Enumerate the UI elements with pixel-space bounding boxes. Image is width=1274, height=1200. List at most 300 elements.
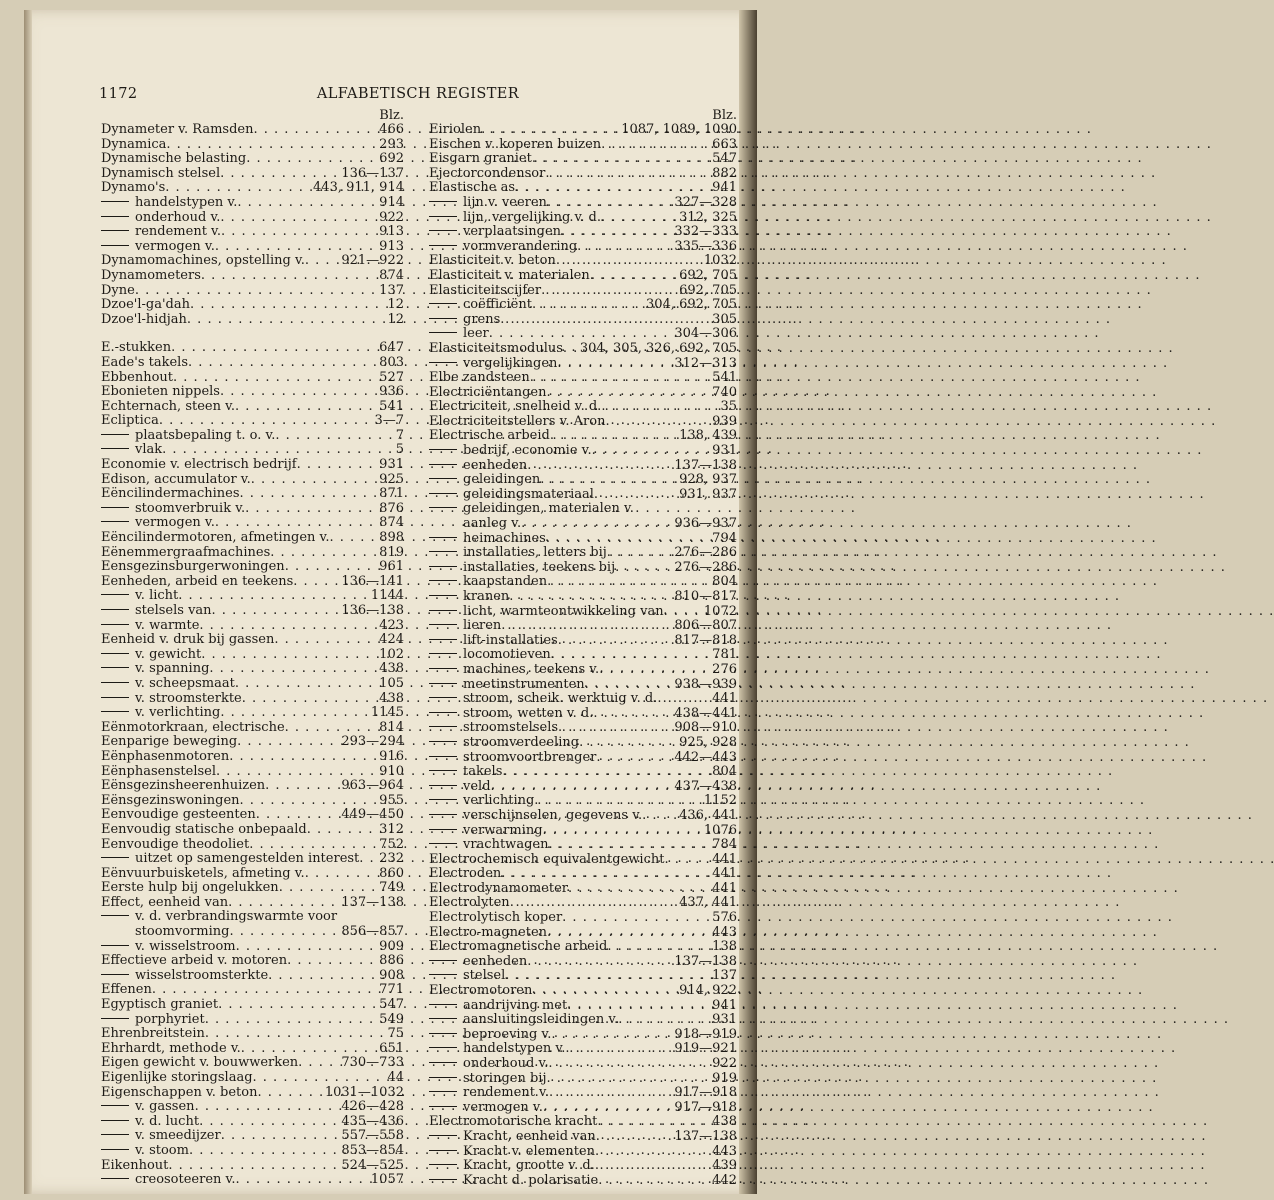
entry-page-numbers: 853—854 — [341, 1142, 404, 1158]
leader-dots — [305, 254, 338, 269]
index-entry — [101, 867, 404, 882]
repeat-dash — [429, 1091, 457, 1092]
entry-page-numbers: 914, 922 — [679, 983, 737, 999]
index-entry — [429, 561, 737, 576]
entry-term: Dynamometers — [101, 267, 201, 283]
entry-term: v. stroomsterkte — [135, 690, 242, 706]
entry-page-numbers: 730—733 — [341, 1055, 404, 1071]
index-entry — [101, 546, 404, 561]
entry-term: stoomvorming — [135, 924, 230, 940]
index-entry — [429, 1057, 737, 1072]
entry-term: Eenvoudige gesteenten — [101, 807, 256, 823]
leader-dots — [253, 123, 376, 138]
entry-term: geleidingsmateriaal — [463, 486, 594, 502]
entry-page-numbers: 12 — [387, 297, 404, 313]
index-entry — [101, 940, 404, 955]
index-entry — [101, 1115, 404, 1130]
entry-term: v. warmte — [135, 617, 200, 633]
leader-dots — [201, 269, 376, 284]
index-entry — [101, 1056, 404, 1071]
leader-dots — [592, 444, 710, 459]
entry-term: Dynamische belasting — [101, 151, 247, 167]
entry-term: leer — [463, 326, 489, 342]
entry-term: v. smeedijzer — [135, 1128, 221, 1144]
repeat-dash — [101, 974, 129, 975]
index-entry — [101, 487, 404, 502]
leader-dots — [246, 152, 376, 167]
index-entry — [429, 1159, 737, 1174]
repeat-dash — [429, 230, 457, 231]
entry-page-numbers: 803 — [379, 354, 404, 370]
index-entry — [429, 751, 737, 766]
entry-page-numbers: 442 — [712, 1172, 737, 1188]
entry-page-numbers: 806—807 — [674, 618, 737, 634]
entry-term: Ejectorcondensor — [429, 165, 546, 181]
index-entry — [429, 240, 737, 255]
entry-term: meetinstrumenten — [463, 676, 585, 692]
leader-dots — [215, 516, 376, 531]
entry-term: lieren — [463, 618, 502, 634]
entry-page-numbers: 1145 — [370, 705, 404, 721]
entry-term: Eensgezinsburgerwoningen — [101, 559, 285, 575]
repeat-dash — [101, 653, 129, 654]
index-entry — [429, 940, 737, 955]
index-entry — [429, 167, 737, 182]
index-entry — [101, 196, 404, 211]
leader-dots — [235, 677, 376, 692]
entry-term: beproeving v. — [463, 1026, 552, 1042]
entry-page-numbers: 913 — [379, 224, 404, 240]
leader-dots — [521, 517, 671, 532]
entry-page-numbers: 810—817 — [674, 589, 737, 604]
entry-page-numbers: 137—138 — [341, 894, 404, 910]
entry-page-numbers: 75 — [387, 1026, 404, 1042]
leader-dots — [237, 735, 338, 750]
entry-term: machines, teekens v. — [463, 661, 600, 677]
repeat-dash — [429, 610, 457, 611]
index-entry — [429, 196, 737, 211]
entry-page-numbers: 919 — [712, 1070, 737, 1086]
leader-dots — [220, 706, 368, 721]
repeat-dash — [429, 785, 457, 786]
entry-term: eenheden — [463, 457, 528, 473]
index-entry — [101, 414, 404, 429]
leader-dots — [551, 648, 709, 663]
entry-page-numbers: 438 — [712, 1114, 737, 1130]
entry-page-numbers: 814 — [379, 719, 404, 735]
index-entry — [101, 531, 404, 546]
leader-dots — [221, 225, 376, 240]
leader-dots — [605, 415, 709, 430]
entry-term: Kracht, grootte v. d. — [463, 1158, 595, 1174]
leader-dots — [205, 1027, 385, 1042]
leader-dots — [556, 254, 701, 269]
index-entry — [101, 341, 404, 356]
index-entry — [101, 443, 404, 458]
entry-term: Edison, accumulator v. — [101, 471, 251, 487]
index-entry — [101, 1086, 404, 1101]
entry-page-numbers: 547 — [712, 151, 737, 167]
entry-term: Effectieve arbeid v. motoren — [101, 953, 288, 969]
leader-dots — [491, 780, 672, 795]
leader-dots — [241, 1042, 376, 1057]
entry-page-numbers: 423 — [379, 617, 404, 633]
entry-page-numbers: 276—286 — [674, 559, 737, 575]
leader-dots — [275, 429, 392, 444]
index-entry — [429, 357, 737, 372]
entry-page-numbers: 443 — [712, 924, 737, 940]
entry-term: licht, warmteontwikkeling van — [463, 603, 664, 619]
entry-term: vlak — [135, 442, 163, 458]
leader-dots — [297, 458, 377, 473]
leader-dots — [221, 1129, 339, 1144]
entry-page-numbers: 871 — [379, 486, 404, 502]
leader-dots — [532, 298, 643, 313]
leader-dots — [543, 1101, 671, 1116]
entry-page-numbers: 860 — [379, 865, 404, 881]
column-heading-blz: Blz. — [712, 108, 737, 123]
entry-term: v. d. verbrandingswarmte voor — [135, 909, 338, 925]
repeat-dash — [429, 449, 457, 450]
entry-page-numbers: 931, 937 — [679, 486, 737, 502]
leader-dots — [270, 546, 376, 561]
entry-term: onderhoud v. — [463, 1056, 549, 1071]
index-entry — [101, 925, 404, 940]
entry-term: Eenvoudige theodoliet — [101, 836, 250, 852]
repeat-dash — [429, 829, 457, 830]
index-entry — [101, 313, 404, 328]
index-entries-right — [429, 123, 737, 1188]
entry-page-numbers: 931 — [712, 1012, 737, 1028]
entry-page-numbers: 941 — [712, 180, 737, 196]
repeat-dash — [101, 1018, 129, 1019]
entry-term: Eënmotorkraan, electrische — [101, 719, 285, 735]
entry-page-numbers: 327—328 — [674, 194, 737, 210]
entry-term: Dynamica — [101, 136, 167, 152]
entry-term: Electrolyten — [429, 895, 510, 911]
leader-dots — [178, 589, 368, 604]
index-entry — [429, 502, 737, 517]
leader-dots — [547, 926, 709, 941]
leader-dots — [532, 984, 676, 999]
entry-page-numbers: 1076 — [703, 822, 737, 838]
column-heading-blz: Blz. — [379, 108, 404, 123]
entry-term: Eischen v. koperen buizen — [429, 136, 602, 152]
entry-term: Dynamisch stelsel — [101, 165, 221, 181]
entry-page-numbers: 882 — [712, 165, 737, 181]
entry-page-numbers: 312 — [379, 821, 404, 837]
entry-term: Effect, eenheid van — [101, 894, 229, 910]
entry-term: Electrische arbeid — [429, 428, 550, 444]
index-entry — [101, 560, 404, 575]
entry-page-numbers: 917—918 — [674, 1099, 737, 1115]
entry-term: stroomstelsels — [463, 720, 559, 736]
entry-term: Ecliptica — [101, 413, 159, 429]
entry-page-numbers: 137—138 — [674, 953, 737, 969]
entry-term: Eisgarn graniet — [429, 151, 532, 167]
index-entry — [101, 1071, 404, 1086]
index-entry — [101, 604, 404, 619]
entry-term: geleidingen, materialen v. — [463, 501, 634, 517]
entry-term: Eenvoudig statische onbepaald — [101, 821, 307, 837]
leader-dots — [500, 313, 709, 328]
entry-page-numbers: 692, 705 — [679, 267, 737, 283]
entry-term: bedrijf, economie v. — [463, 443, 592, 459]
index-entry — [101, 779, 404, 794]
entry-page-numbers: 922 — [712, 1056, 737, 1071]
leader-dots — [173, 371, 376, 386]
entry-term: Eikenhout — [101, 1157, 169, 1173]
entry-term: lijn, vergelijking v. d. — [463, 209, 601, 225]
entry-page-numbers: 7 — [395, 427, 404, 443]
index-column-left — [101, 108, 404, 1188]
entry-page-numbers: 898 — [379, 530, 404, 546]
entry-term: v. verlichting — [135, 705, 221, 721]
index-entry — [101, 823, 404, 838]
entry-page-numbers: 138 — [712, 939, 737, 955]
leader-dots — [305, 867, 376, 882]
entry-term: Dzoe'l-ga'dah — [101, 297, 191, 313]
index-entry — [429, 867, 737, 882]
repeat-dash — [429, 318, 457, 319]
entry-page-numbers: 524—525 — [341, 1157, 404, 1173]
index-entry — [101, 1173, 404, 1188]
index-entry — [101, 969, 404, 984]
repeat-dash — [101, 609, 129, 610]
entry-page-numbers: 931 — [712, 443, 737, 459]
leader-dots — [199, 1115, 338, 1130]
index-entry — [429, 1072, 737, 1087]
entry-term: Electriciteitstellers v. Aron — [429, 413, 606, 429]
leader-dots — [199, 619, 376, 634]
entry-term: installaties, letters bij — [463, 545, 607, 561]
repeat-dash — [101, 697, 129, 698]
repeat-dash — [429, 537, 457, 538]
index-entry — [101, 400, 404, 415]
index-entry — [429, 809, 737, 824]
entry-term: Electrochemisch equivalentgewicht — [429, 851, 665, 867]
entry-term: stoomverbruik v. — [135, 500, 246, 516]
entry-term: Eënphasenstelsel — [101, 763, 217, 779]
entry-term: Dynamo's — [101, 180, 166, 196]
leader-dots — [285, 560, 376, 575]
entry-page-numbers: 936 — [379, 384, 404, 400]
entry-page-numbers: 1087, 1089, 1090 — [621, 122, 737, 137]
entry-page-numbers: 919—921 — [674, 1041, 737, 1057]
entry-term: Eerste hulp bij ongelukken — [101, 880, 279, 896]
entry-page-numbers: 936—937 — [674, 516, 737, 532]
entry-term: vermogen v. — [135, 238, 215, 254]
entry-term: Eënsgezinswoningen — [101, 792, 240, 808]
entry-page-numbers: 651 — [379, 1040, 404, 1056]
leader-dots — [527, 955, 671, 970]
leader-dots — [547, 575, 709, 590]
entry-term: Electromotorische kracht — [429, 1114, 598, 1130]
entry-page-numbers: 647 — [379, 340, 404, 356]
entry-term: Eigenschappen v. beton — [101, 1084, 258, 1100]
index-entry — [101, 502, 404, 517]
leader-dots — [547, 196, 671, 211]
leader-dots — [205, 1013, 376, 1028]
index-entry — [429, 896, 737, 911]
repeat-dash — [429, 580, 457, 581]
entry-page-numbers: 443, 911, 914 — [313, 180, 404, 196]
leader-dots — [245, 502, 376, 517]
index-entry — [101, 473, 404, 488]
entry-page-numbers: 692 — [379, 151, 404, 167]
entry-term: Eënsgezinsheerenhuizen — [101, 778, 266, 794]
repeat-dash — [429, 1004, 457, 1005]
entry-page-numbers: 804 — [712, 764, 737, 780]
index-entry — [101, 808, 404, 823]
repeat-dash — [429, 814, 457, 815]
index-entry — [101, 794, 404, 809]
leader-dots — [664, 853, 709, 868]
repeat-dash — [101, 1105, 129, 1106]
leader-dots — [152, 983, 376, 998]
leader-dots — [505, 969, 709, 984]
repeat-dash — [429, 464, 457, 465]
entry-term: Ebbenhout — [101, 369, 173, 385]
index-entry — [101, 677, 404, 692]
leader-dots — [607, 940, 709, 955]
index-entry — [101, 692, 404, 707]
entry-term: kranen — [463, 589, 510, 604]
entry-page-numbers: 332—333 — [674, 224, 737, 240]
entry-page-numbers: 939 — [712, 413, 737, 429]
repeat-dash — [429, 639, 457, 640]
leader-dots — [220, 167, 338, 182]
leader-dots — [568, 882, 709, 897]
entry-page-numbers: 874 — [379, 515, 404, 531]
leader-dots — [236, 940, 377, 955]
leader-dots — [543, 824, 701, 839]
leader-dots — [285, 721, 377, 736]
repeat-dash — [429, 303, 457, 304]
index-entry — [429, 211, 737, 226]
entry-term: Ehrenbreitstein — [101, 1026, 205, 1042]
index-entry — [101, 721, 404, 736]
entry-term: Elasticiteit v. materialen — [429, 267, 590, 283]
entry-term: verwarming — [463, 822, 543, 838]
leader-dots — [293, 575, 338, 590]
entry-page-numbers: 917—918 — [674, 1085, 737, 1101]
index-entry — [101, 983, 404, 998]
index-entry — [429, 911, 737, 926]
entry-page-numbers: 437—438 — [674, 778, 737, 794]
entry-term: Ebonieten nippels — [101, 384, 220, 400]
entry-page-numbers: 232 — [379, 851, 404, 867]
index-entry — [429, 1101, 737, 1116]
index-entry — [429, 765, 737, 780]
index-entry — [429, 415, 737, 430]
entry-term: Eënvuurbuisketels, afmeting v. — [101, 865, 305, 881]
entry-page-numbers: 1072 — [703, 603, 737, 619]
index-entry — [429, 634, 737, 649]
entry-term: Electromotoren — [429, 983, 533, 999]
index-entry — [429, 371, 737, 386]
index-entry — [101, 429, 404, 444]
entry-page-numbers: 441 — [712, 866, 737, 882]
entry-term: Eade's takels — [101, 354, 189, 370]
leader-dots — [546, 386, 709, 401]
repeat-dash — [429, 1135, 457, 1136]
repeat-dash — [101, 682, 129, 683]
index-entry — [101, 1129, 404, 1144]
entry-page-numbers: 335—336 — [674, 238, 737, 254]
index-entry — [429, 678, 737, 693]
index-entry — [429, 955, 737, 970]
entry-term: Eigen gewicht v. bouwwerken — [101, 1055, 299, 1071]
entry-term: verschijnselen, gegevens v. — [463, 807, 643, 823]
entry-term: v. gassen — [135, 1099, 195, 1115]
entry-page-numbers: 435—436 — [341, 1113, 404, 1129]
entry-term: Kracht v. elementen — [463, 1143, 595, 1159]
index-entry — [429, 838, 737, 853]
entry-term: vermogen v. — [135, 515, 215, 531]
leader-dots — [171, 341, 376, 356]
index-entry — [101, 1159, 404, 1174]
repeat-dash — [429, 974, 457, 975]
leader-dots — [664, 605, 701, 620]
entry-page-numbers: 136—141 — [341, 573, 404, 589]
leader-dots — [510, 896, 676, 911]
leader-dots — [166, 138, 376, 153]
leader-dots — [563, 342, 577, 357]
entry-page-numbers: 304, 305, 326, 692, 705 — [579, 340, 737, 356]
repeat-dash — [429, 1164, 457, 1165]
index-entry — [101, 152, 404, 167]
index-entry — [101, 998, 404, 1013]
leader-dots — [547, 1072, 710, 1087]
entry-term: Dynameter v. Ramsden — [101, 122, 254, 137]
index-entry — [101, 662, 404, 677]
repeat-dash — [101, 711, 129, 712]
entry-page-numbers: 304, 692, 705 — [646, 297, 737, 313]
entry-term: stroomverdeeling — [463, 734, 580, 750]
entry-term: vormverandering — [463, 238, 578, 254]
entry-term: Eenparige beweging — [101, 734, 238, 750]
index-entry — [429, 181, 737, 196]
entry-term: aansluitingsleidingen v. — [463, 1012, 619, 1028]
index-entry — [429, 1028, 737, 1043]
repeat-dash — [429, 770, 457, 771]
entry-page-numbers: 439 — [712, 1158, 737, 1174]
entry-page-numbers: 304—306 — [674, 326, 737, 342]
index-entry — [101, 1027, 404, 1042]
index-entry — [101, 575, 404, 590]
entry-term: Electrodynamometer — [429, 880, 568, 896]
leader-dots — [601, 400, 717, 415]
entry-term: uitzet op samengestelden interest — [135, 851, 360, 867]
entry-page-numbers: 12 — [387, 311, 404, 327]
leader-dots — [135, 284, 376, 299]
entry-page-numbers: 794 — [712, 530, 737, 546]
entry-page-numbers: 914 — [379, 194, 404, 210]
repeat-dash — [429, 1062, 457, 1063]
entry-term: Eiriolen — [429, 122, 482, 137]
entry-term: Elastische as — [429, 180, 516, 196]
index-entry — [101, 765, 404, 780]
entry-page-numbers: 752 — [379, 836, 404, 852]
entry-term: creosoteeren v. — [135, 1172, 236, 1188]
repeat-dash — [101, 594, 129, 595]
page-spine-shadow — [24, 10, 32, 1194]
index-entry — [101, 269, 404, 284]
entry-page-numbers: 136—137 — [341, 165, 404, 181]
entry-page-numbers: 312—313 — [674, 355, 737, 371]
index-entry — [101, 138, 404, 153]
